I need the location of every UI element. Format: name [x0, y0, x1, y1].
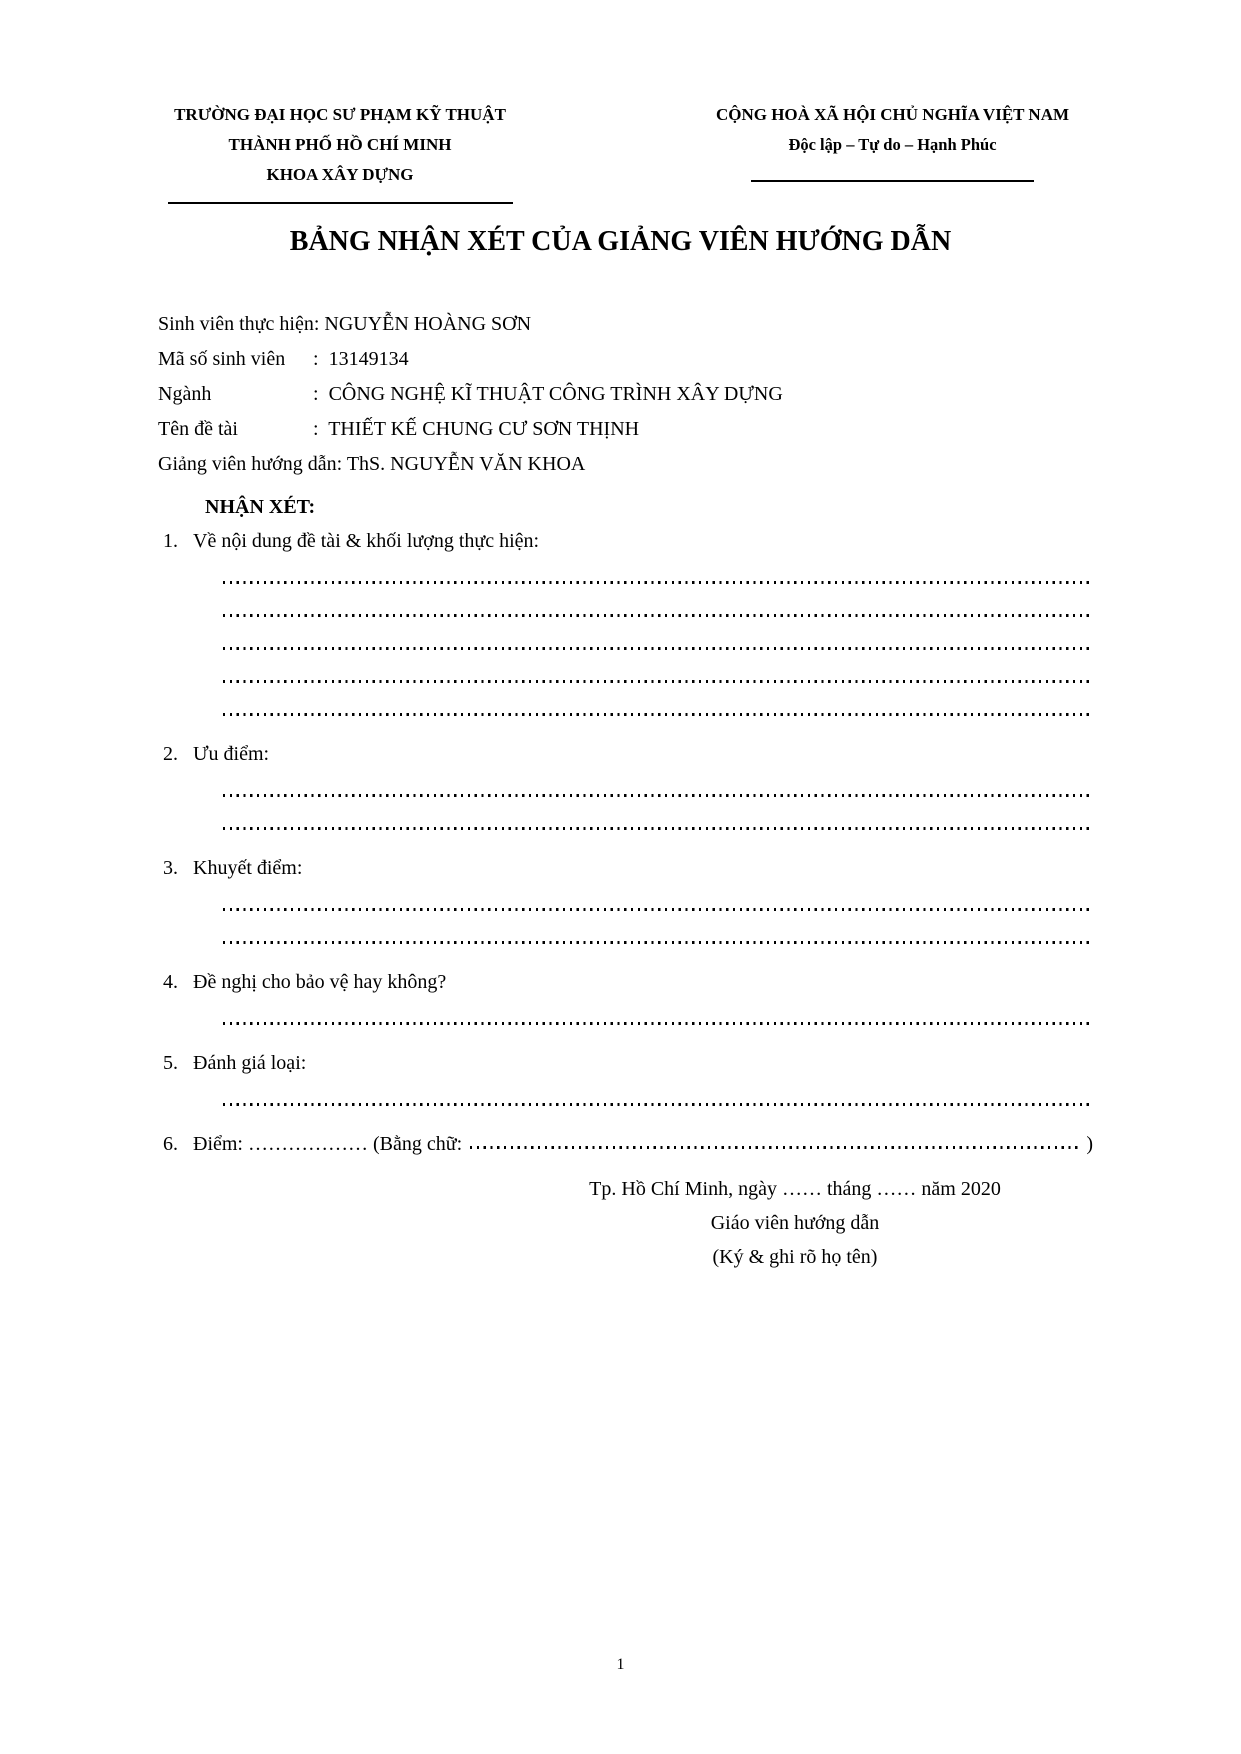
review-item-heading	[163, 737, 1093, 771]
info-separator: :	[313, 348, 329, 370]
info-row	[158, 377, 1108, 412]
dotted-fill-line	[223, 771, 1093, 804]
national-motto: Độc lập – Tự do – Hạnh Phúc	[788, 135, 997, 154]
faculty-name: KHOA XÂY DỰNG	[266, 165, 414, 184]
info-value: ThS. NGUYỄN VĂN KHOA	[346, 453, 586, 475]
score-dotted-leader	[470, 1146, 1080, 1149]
info-label: Giảng viên hướng dẫn	[158, 453, 337, 475]
review-item-heading	[163, 851, 1093, 885]
country-title: CỘNG HOÀ XÃ HỘI CHỦ NGHĨA VIỆT NAM	[715, 105, 1070, 124]
review-item-heading	[163, 524, 1093, 558]
dotted-fill-line	[223, 657, 1093, 690]
motto-underline	[751, 180, 1034, 182]
dotted-fill-line	[223, 885, 1093, 918]
info-row	[158, 412, 1108, 447]
info-label: Sinh viên thực hiện	[158, 313, 314, 335]
info-label: Ngành	[158, 383, 212, 405]
info-value: 13149134	[328, 348, 409, 370]
item-number: 1.	[163, 530, 178, 552]
info-separator: :	[313, 383, 329, 405]
review-items	[163, 524, 1093, 1113]
info-separator: :	[336, 453, 347, 475]
info-separator: :	[313, 313, 325, 335]
page-title: BẢNG NHẬN XÉT CỦA GIẢNG VIÊN HƯỚNG DẪN	[289, 226, 952, 257]
item-label: Về nội dung đề tài & khối lượng thực hiện:	[193, 530, 540, 552]
national-header	[680, 100, 1105, 182]
info-value: NGUYỄN HOÀNG SƠN	[324, 313, 532, 335]
score-dots: ………………	[248, 1133, 368, 1155]
score-in-words-label: (Bằng chữ:	[368, 1133, 463, 1155]
item-label: Đề nghị cho bảo vệ hay không?	[193, 971, 447, 993]
dotted-fill-line	[223, 999, 1093, 1032]
info-value: THIẾT KẾ CHUNG CƯ SƠN THỊNH	[328, 418, 640, 440]
dotted-fill-line	[223, 591, 1093, 624]
review-section-heading: NHẬN XÉT:	[205, 496, 316, 518]
page-number: 1	[616, 1656, 625, 1673]
faculty-underline	[168, 202, 513, 204]
score-close-paren: )	[1086, 1133, 1093, 1155]
info-row	[158, 447, 1108, 482]
dotted-fill-line	[223, 1080, 1093, 1113]
university-city: THÀNH PHỐ HỒ CHÍ MINH	[228, 135, 452, 154]
signature-role: Giáo viên hướng dẫn	[710, 1212, 880, 1234]
review-item-heading	[163, 1046, 1093, 1080]
info-row	[158, 342, 1108, 377]
item-number: 4.	[163, 971, 178, 993]
item-label: Đánh giá loại:	[193, 1052, 307, 1074]
university-header	[140, 100, 540, 204]
signature-block	[525, 1172, 1065, 1274]
item-number: 5.	[163, 1052, 178, 1074]
info-separator: :	[313, 418, 329, 440]
info-row	[158, 307, 1108, 342]
dotted-fill-line	[223, 918, 1093, 951]
student-info-block	[158, 307, 1108, 482]
university-name: TRƯỜNG ĐẠI HỌC SƯ PHẠM KỸ THUẬT	[174, 105, 506, 124]
review-section	[163, 490, 1093, 1161]
item-number: 3.	[163, 857, 178, 879]
score-label: Điểm:	[193, 1133, 248, 1155]
dotted-fill-line	[223, 624, 1093, 657]
info-label: Tên đề tài	[158, 418, 238, 440]
info-value: CÔNG NGHỆ KĨ THUẬT CÔNG TRÌNH XÂY DỰNG	[328, 383, 783, 405]
item-label: Khuyết điểm:	[193, 857, 303, 879]
item-number: 6.	[163, 1133, 178, 1155]
signature-place-date: Tp. Hồ Chí Minh, ngày …… tháng …… năm 2020	[589, 1178, 1001, 1200]
item-label: Ưu điểm:	[193, 743, 270, 765]
review-item-heading	[163, 965, 1093, 999]
info-label: Mã số sinh viên	[158, 348, 286, 370]
dotted-fill-line	[223, 690, 1093, 723]
score-item	[163, 1127, 1093, 1161]
dotted-fill-line	[223, 558, 1093, 591]
signature-note: (Ký & ghi rõ họ tên)	[712, 1246, 878, 1268]
dotted-fill-line	[223, 804, 1093, 837]
item-number: 2.	[163, 743, 178, 765]
